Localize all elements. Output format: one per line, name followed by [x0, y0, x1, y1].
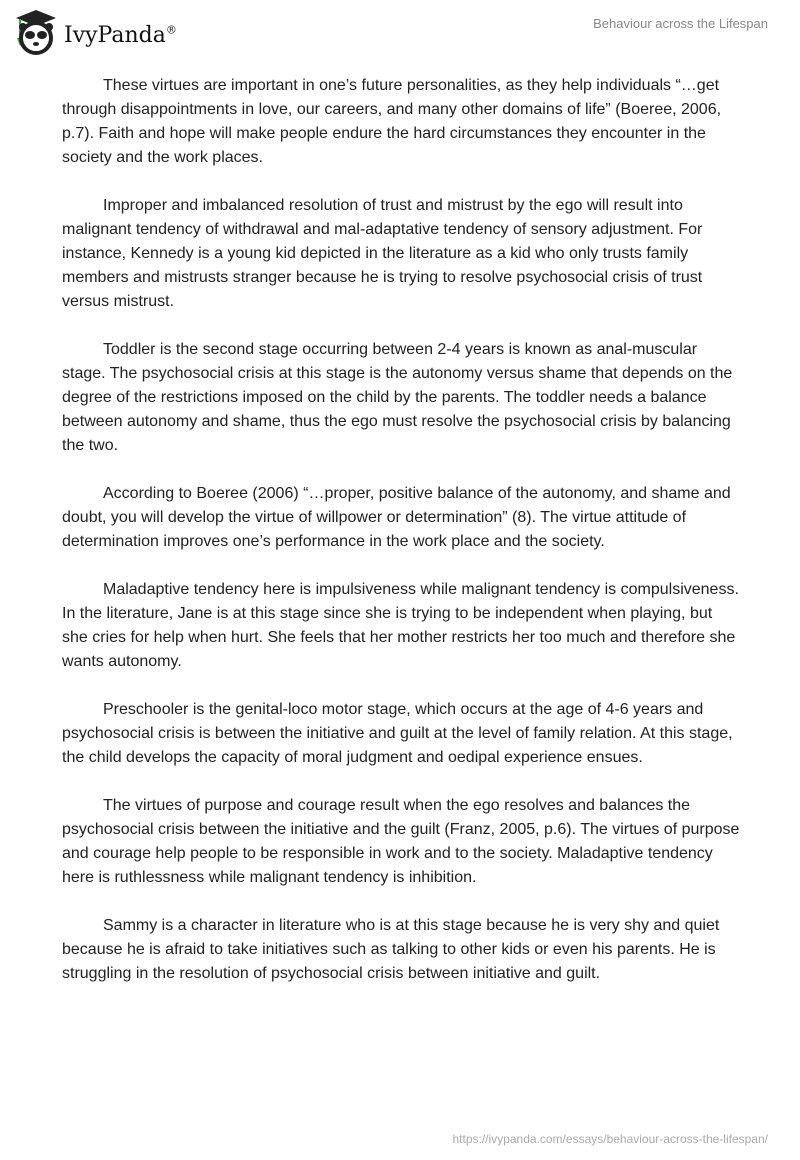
- paragraph: These virtues are important in one’s future personalities, as they help individuals “…get through disappointments in love, our careers, and many other domains of life” (Boeree, 2006, p.7). Faith and hope will make people endure the hard circumstances they encounter in the society and the work places.: [62, 77, 722, 166]
- paragraph: Preschooler is the genital-loco motor stage, which occurs at the age of 4-6 years and psychosocial crisis is between the initiative and guilt at the level of family relation. At this stage, the child develops the capacity of moral judgment and oedipal experience ensues.: [62, 701, 733, 766]
- registered-mark: ®: [165, 23, 177, 37]
- paragraph: Maladaptive tendency here is impulsiveness while malignant tendency is compulsiveness. In the literature, Jane is at this stage since she is trying to be independent when playing, but she cries for help when hurt. She feels that her mother restricts her too much and therefore she wants autonomy.: [62, 581, 739, 670]
- document-title: Behaviour across the Lifespan: [593, 16, 768, 31]
- paragraph: Sammy is a character in literature who is at this stage because he is very shy and quiet because he is afraid to take initiatives such as talking to other kids or even his parents. He is struggling in the resolution of psychosocial crisis between initiative and guilt.: [62, 917, 720, 982]
- paragraph: According to Boeree (2006) “…proper, positive balance of the autonomy, and shame and doubt, you will develop the virtue of willpower or determination” (8). The virtue attitude of determination improves one’s performance in the work place and the society.: [62, 485, 731, 550]
- ivypanda-logo[interactable]: [12, 8, 177, 56]
- logo-wordmark: IvyPanda: [64, 22, 166, 48]
- page-header: [0, 0, 800, 60]
- panda-graduate-icon: [12, 8, 60, 56]
- essay-body: [62, 74, 742, 1010]
- paragraph: Toddler is the second stage occurring between 2-4 years is known as anal-muscular stage. The psychosocial crisis at this stage is the autonomy versus shame that depends on the degree of the restrictions imposed on the child by the parents. The toddler needs a balance between autonomy and shame, thus the ego must resolve the psychosocial crisis by balancing the two.: [62, 341, 733, 454]
- logo-text: [64, 23, 177, 48]
- paragraph: The virtues of purpose and courage result when the ego resolves and balances the psychosocial crisis between the initiative and the guilt (Franz, 2005, p.6). The virtues of purpose and courage help people to be responsible in work and to the society. Maladaptive tendency here is ruthlessness while malignant tendency is inhibition.: [62, 797, 740, 886]
- paragraph: Improper and imbalanced resolution of trust and mistrust by the ego will result into malignant tendency of withdrawal and mal-adaptative tendency of sensory adjustment. For instance, Kennedy is a young kid depicted in the literature as a kid who only trusts family members and mistrusts stranger because he is trying to resolve psychosocial crisis of trust versus mistrust.: [62, 197, 703, 310]
- source-url-link[interactable]: https://ivypanda.com/essays/behaviour-across-the-lifespan/: [452, 1132, 768, 1146]
